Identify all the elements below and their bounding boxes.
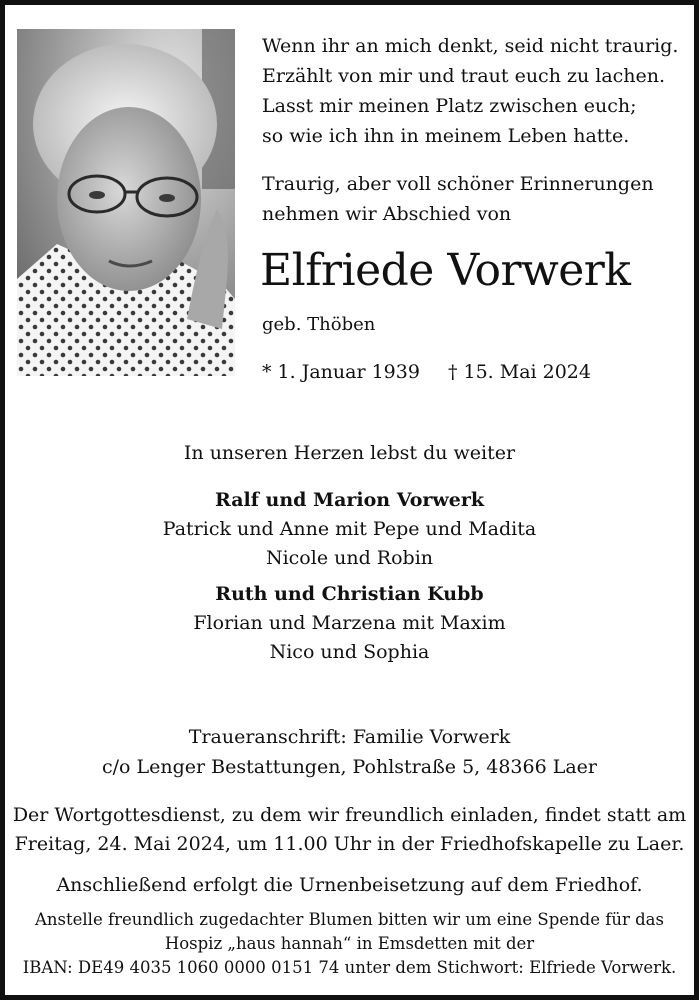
mourners-heading: In unseren Herzen lebst du weiter [183, 442, 516, 464]
donation-info [5, 908, 694, 980]
intro-line: nehmen wir Abschied von [262, 203, 512, 225]
poem-line: Wenn ihr an mich denkt, seid nicht traurig. [262, 35, 679, 57]
donation-line: Anstelle freundlich zugedachter Blumen bitten wir um eine Spende für das [35, 910, 664, 929]
family-head: Ruth und Christian Kubb [215, 583, 484, 605]
service-line: Der Wortgottesdienst, zu dem wir freundlich einladen, findet statt am [12, 804, 687, 826]
donation-line: IBAN: DE49 4035 1060 0000 0151 74 unter dem Stichwort: Elfriede Vorwerk. [22, 958, 677, 977]
family-line: Florian und Marzena mit Maxim [193, 612, 506, 634]
portrait-photo-image [17, 29, 235, 376]
service-info [5, 801, 694, 859]
donation-line: Hospiz „haus hannah“ in Emsdetten mit der [164, 934, 535, 953]
family-line: Nicole und Robin [265, 547, 434, 569]
mourning-address [5, 722, 694, 782]
life-dates [262, 359, 591, 385]
urn-burial-info: Anschließend erfolgt die Urnenbeisetzung auf dem Friedhof. [56, 874, 643, 896]
poem-line: so wie ich ihn in meinem Leben hatte. [262, 125, 630, 147]
portrait-photo [17, 29, 235, 376]
family-line: Patrick und Anne mit Pepe und Madita [162, 518, 537, 540]
service-line: Freitag, 24. Mai 2024, um 11.00 Uhr in der Friedhofskapelle zu Laer. [14, 833, 685, 855]
farewell-intro [262, 169, 654, 229]
family-line: Nico und Sophia [269, 641, 430, 663]
intro-line: Traurig, aber voll schöner Erinnerungen [262, 173, 654, 195]
maiden-name: geb. Thöben [262, 314, 376, 335]
family-group-1 [5, 486, 694, 573]
family-head: Ralf und Marion Vorwerk [214, 489, 485, 511]
poem-line: Lasst mir meinen Platz zwischen euch; [262, 95, 637, 117]
poem [262, 31, 678, 151]
address-line: Traueranschrift: Familie Vorwerk [188, 726, 511, 748]
address-line: c/o Lenger Bestattungen, Pohlstraße 5, 48366 Laer [102, 756, 597, 778]
birth-date: * 1. Januar 1939 [262, 361, 420, 383]
poem-line: Erzählt von mir und traut euch zu lachen. [262, 65, 666, 87]
family-group-2 [5, 580, 694, 667]
deceased-name: Elfriede Vorwerk [260, 245, 631, 296]
death-date: † 15. Mai 2024 [447, 361, 591, 383]
